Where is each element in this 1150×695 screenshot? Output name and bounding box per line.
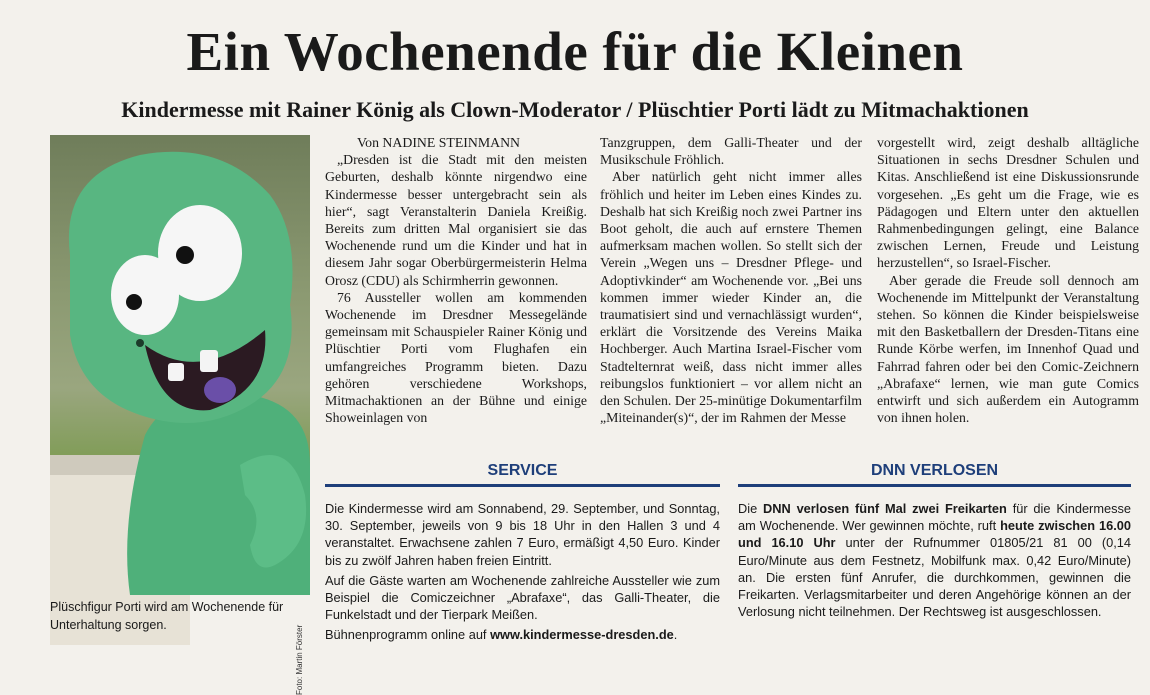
article-column-3 [877,134,1139,426]
paragraph: vorgestellt wird, zeigt deshalb alltägliche Situationen in sechs Dresdner Schulen und Kitas. Anschließend ist eine Diskussionsrunde vorgesehen. „Es geht um die Frage, wie es Pädagogen und Eltern unter den aktuellen Rahmenbedingungen gelingt, eine Balance zwischen Lernen, Freude und Leistung herzustellen“, so Israel-Fischer. [877,135,1139,271]
service-heading: SERVICE [325,458,720,487]
byline: Von NADINE STEINMANN [357,135,521,150]
mascot-tooth [200,350,218,372]
verlosen-text: Die [738,501,758,516]
subheadline: Kindermesse mit Rainer König als Clown-Moderator / Plüschtier Porti lädt zu Mitmachaktionen [121,97,1029,122]
mascot-eye-right [158,205,242,301]
article-column-2 [600,134,862,426]
service-paragraph: Auf die Gäste warten am Wochenende zahlreiche Aussteller wie zum Beispiel die Comiczeichner „Abrafaxe“, das Galli-Theater, die Funkelstadt und der Tierpark Meißen. [325,572,720,623]
verlosen-text: für die Kindermesse am Wochenende. Wer gewinnen möchte, ruft [738,501,1132,534]
mascot-nostril [136,339,144,347]
mascot-tongue [204,377,236,403]
headline: Ein Wochenende für die Kleinen [186,21,964,82]
service-period: . [673,627,678,643]
verlosen-time: heute zwischen 16.00 und 16.10 Uhr [738,518,1132,551]
verlosen-text: unter der Rufnummer 01805/21 81 00 (0,14 Euro/Minute aus dem Festnetz, Mobilfunk max. 0,42 Euro/Minute) an. Die ersten fünf Anrufer, die durchkommen, gewinnen die Freikarten. Verlagsmitarbeiter und deren Angehörige können an der Verlosung nicht teilnehmen. Der Rechtsweg ist ausgeschlossen. [738,535,1132,620]
paragraph: Aber gerade die Freude soll dennoch am Wochenende im Mittelpunkt der Veranstaltung stehen. So können die Kinder beispielsweise mit den Basketballern der Dresden-Titans eine Runde Körbe werfen, im Innenhof Quad und Fahrrad fahren oder bei den Comic-Zeichnern „Abrafaxe“ lernen, wie man gute Comics entwirft und sich außerdem ein Autogramm von ihnen holen. [877,272,1139,426]
photo-caption: Plüschfigur Porti wird am Wochenende für Unterhaltung sorgen. [50,600,284,632]
article-column-1 [325,134,587,426]
mascot-pupil-left [126,294,142,310]
mascot-tooth [168,363,184,381]
service-online-label: Bühnenprogramm online auf [325,627,487,643]
service-box [325,500,720,647]
paragraph: Tanzgruppen, dem Galli-Theater und der Musikschule Fröhlich. [600,135,862,168]
mascot-illustration [50,135,310,595]
verlosen-paragraph [738,500,1131,620]
photo-credit: Foto: Martin Förster [295,624,304,695]
paragraph: Aber natürlich geht nicht immer alles fröhlich und heiter im Leben eines Kindes zu. Deshalb hat sich Kreißig noch zwei Partner ins Boot geholt, die auch auf ernstere Themen aufmerksam machen wollen. So stellt sich der Verein „Wegen uns – Dresdner Pflege- und Adoptivkinder“ am Wochenende vor. „Bei uns kommen immer wieder Kinder an, die traumatisiert sind und vernachlässigt wurden“, erklärt die Vorsitzende des Vereins Maika Hochberger. Auch Martina Israel-Fischer vom Stadtelternrat weiß, dass nicht immer alles reibungslos funktioniert – vor allem nicht an den Schulen. Der 25-minütige Dokumentarfilm „Miteinander(s)“, der im Rahmen der Messe [600,169,862,426]
paragraph: 76 Aussteller wollen am kommenden Wochenende im Dresdner Messegelände gemeinsam mit Schauspieler Rainer König und Plüschtier Porti vom Flughafen ein umfangreiches Programm bieten. Dazu gehören verschiedene Workshops, Mitmachaktionen an der Bühne und einige Showeinlagen von [325,289,587,426]
service-paragraph [325,626,720,643]
verlosen-highlight: DNN verlosen fünf Mal zwei Freikarten [763,501,1007,516]
website-link[interactable]: www.kindermesse-dresden.de [490,627,674,643]
verlosen-heading: DNN VERLOSEN [738,458,1131,487]
service-paragraph: Die Kindermesse wird am Sonnabend, 29. September, und Sonntag, 30. September, jeweils von 9 bis 18 Uhr in den Hallen 3 und 4 veranstaltet. Erwachsene zahlen 7 Euro, ermäßigt 4,50 Euro. Kinder bis zu zwölf Jahren haben freien Eintritt. [325,501,720,568]
mascot-pupil-right [176,246,194,264]
paragraph: „Dresden ist die Stadt mit den meisten Geburten, deshalb könnte nirgendwo eine Kindermesse besser untergebracht sein als hier“, sagt Veranstalterin Daniela Kreißig. Bereits zum dritten Mal organisiert sie das Wochenende rund um die Kinder und hat in diesem Jahr sogar Oberbürgermeisterin Helma Orosz (CDU) als Schirmherrin gewonnen. [325,152,587,288]
verlosen-box [738,500,1131,623]
